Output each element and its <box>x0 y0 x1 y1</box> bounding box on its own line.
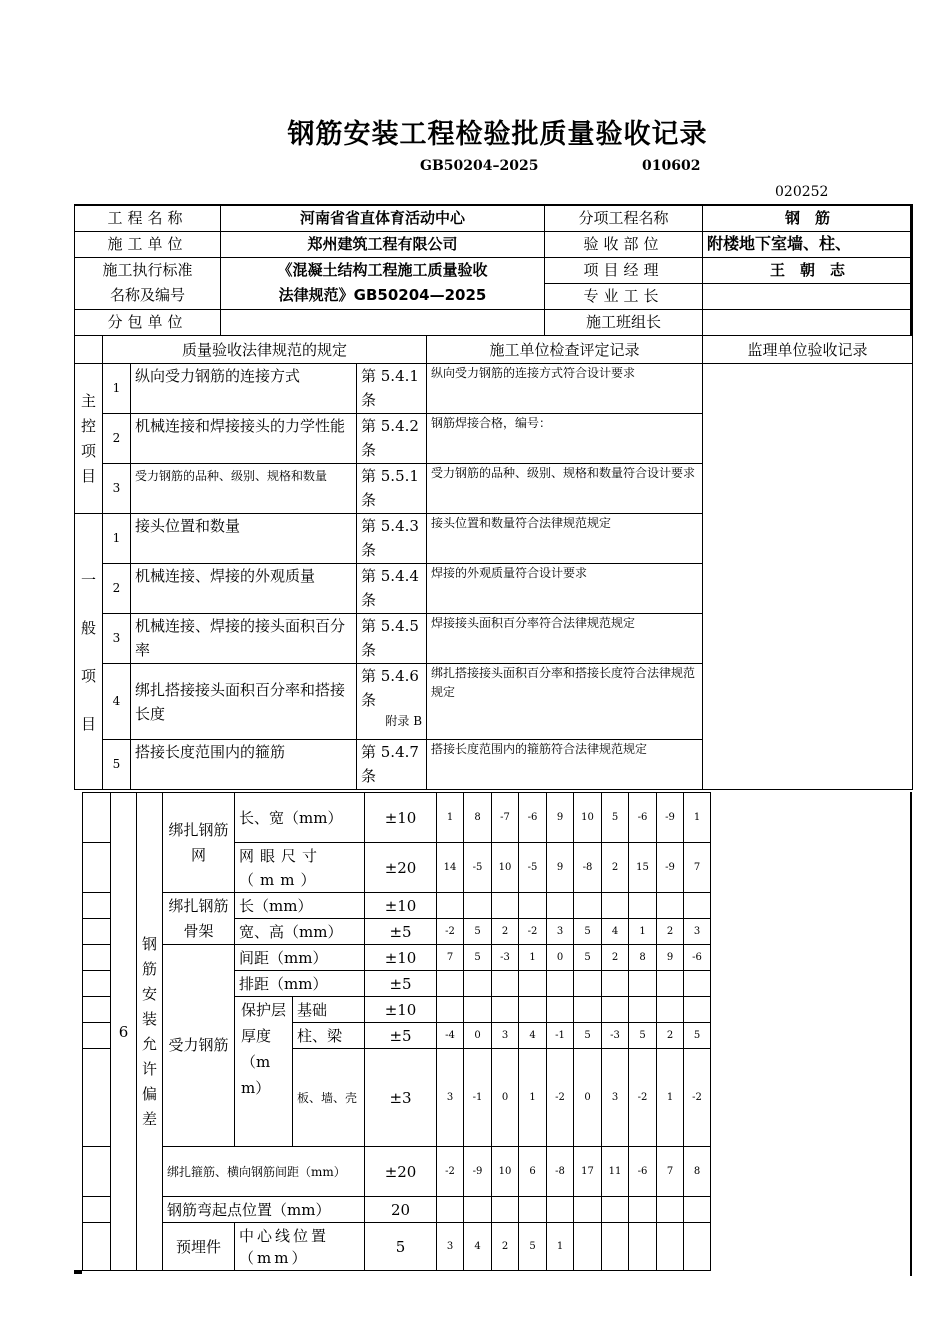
row-name: 柱、梁 <box>293 1023 365 1049</box>
measured-value: 7 <box>684 843 711 893</box>
measured-value <box>464 971 492 997</box>
location-label: 验收部位 <box>545 231 703 257</box>
supervisor-record <box>703 364 913 790</box>
row-name: 绑扎箍筋、横向钢筋间距（mm） <box>163 1147 365 1197</box>
pm-label: 项目经理 <box>545 257 703 283</box>
measured-value <box>519 997 547 1023</box>
item-clause: 第 5.4.3 条 <box>357 514 427 564</box>
measured-value <box>657 971 684 997</box>
measured-value: -2 <box>547 1049 574 1147</box>
row-tolerance: ±5 <box>365 1023 437 1049</box>
measured-value <box>492 997 519 1023</box>
measured-value: 5 <box>684 1023 711 1049</box>
row-tolerance: ±3 <box>365 1049 437 1147</box>
measured-value: 8 <box>464 793 492 843</box>
subitem-value: 钢 筋 <box>703 205 913 231</box>
measured-value <box>657 1223 684 1271</box>
row-tolerance: ±5 <box>365 919 437 945</box>
item-no: 3 <box>103 464 131 514</box>
item-result: 接头位置和数量符合法律规范规定 <box>427 514 703 564</box>
measured-value: 3 <box>602 1049 629 1147</box>
measured-value: -5 <box>519 843 547 893</box>
measured-value: -2 <box>684 1049 711 1147</box>
measured-value <box>602 1223 629 1271</box>
col-check: 施工单位检查评定记录 <box>427 336 703 364</box>
item-result: 绑扎搭接接头面积百分率和搭接长度符合法律规范规定 <box>427 664 703 740</box>
measured-value: -1 <box>464 1049 492 1147</box>
item-clause: 第 5.5.1 条 <box>357 464 427 514</box>
measured-value: 5 <box>574 1023 602 1049</box>
measured-value: -2 <box>519 919 547 945</box>
measured-value <box>464 893 492 919</box>
measured-value: 6 <box>519 1147 547 1197</box>
measured-value <box>519 971 547 997</box>
measured-value: -9 <box>657 843 684 893</box>
row-name: 基础 <box>293 997 365 1023</box>
measured-value <box>547 893 574 919</box>
item-result: 受力钢筋的品种、级别、规格和数量符合设计要求 <box>427 464 703 514</box>
measured-value: 0 <box>547 945 574 971</box>
row-name: 长、宽（mm） <box>235 793 365 843</box>
measured-value <box>602 971 629 997</box>
measured-value: 5 <box>574 919 602 945</box>
measured-value: 5 <box>574 945 602 971</box>
measured-value: 7 <box>437 945 464 971</box>
item-name: 纵向受力钢筋的连接方式 <box>131 364 357 414</box>
measured-value: 9 <box>657 945 684 971</box>
measured-value: -7 <box>492 793 519 843</box>
measured-value: 0 <box>574 1049 602 1147</box>
blank-cell <box>83 793 111 843</box>
general-label: 一般项目 <box>80 570 96 733</box>
item-clause: 第 5.4.6 条 <box>361 667 419 709</box>
measured-value: -6 <box>629 793 657 843</box>
row-name: 排距（mm） <box>235 971 365 997</box>
measured-value <box>684 971 711 997</box>
row-tolerance: 5 <box>365 1223 437 1271</box>
item-no: 3 <box>103 614 131 664</box>
std-label-1: 施工执行标准 <box>102 261 193 279</box>
measured-value <box>437 997 464 1023</box>
measured-value: 4 <box>602 919 629 945</box>
measured-value: 1 <box>547 1223 574 1271</box>
measured-value: 3 <box>547 919 574 945</box>
measured-value <box>492 893 519 919</box>
measured-value: 1 <box>519 1049 547 1147</box>
item-result: 钢筋焊接合格，编号： <box>427 414 703 464</box>
measured-value: 5 <box>602 793 629 843</box>
builder-label: 施工单位 <box>75 231 221 257</box>
measured-value <box>602 893 629 919</box>
blank-cell <box>83 1197 111 1223</box>
measured-value: 9 <box>547 843 574 893</box>
measured-value: -2 <box>437 919 464 945</box>
item-no: 5 <box>103 740 131 790</box>
measured-value: 8 <box>684 1147 711 1197</box>
row-name: 中心线位置（mm） <box>235 1223 365 1271</box>
row-tolerance: ±10 <box>365 893 437 919</box>
measured-value <box>492 1197 519 1223</box>
group-mesh: 绑扎钢筋网 <box>163 793 235 893</box>
row-tolerance: ±10 <box>365 945 437 971</box>
blank-cell <box>83 1049 111 1147</box>
row-tolerance: 20 <box>365 1197 437 1223</box>
item-name: 机械连接和焊接接头的力学性能 <box>131 414 357 464</box>
measured-value: 2 <box>602 945 629 971</box>
measured-value: 15 <box>629 843 657 893</box>
measured-value: -6 <box>684 945 711 971</box>
blank-cell <box>83 1023 111 1049</box>
measured-value: -9 <box>657 793 684 843</box>
measured-value: 1 <box>657 1049 684 1147</box>
row-tolerance: ±5 <box>365 971 437 997</box>
measured-value: -4 <box>437 1023 464 1049</box>
record-code: 020252 <box>775 184 829 200</box>
measured-value <box>657 997 684 1023</box>
item-clause: 第 5.4.2 条 <box>357 414 427 464</box>
measured-value <box>437 971 464 997</box>
measured-value: -2 <box>437 1147 464 1197</box>
measured-value: 0 <box>464 1023 492 1049</box>
item-no: 1 <box>103 364 131 414</box>
measured-value: 2 <box>657 1023 684 1049</box>
measured-value: 3 <box>437 1049 464 1147</box>
measured-value <box>657 1197 684 1223</box>
item-name: 接头位置和数量 <box>131 514 357 564</box>
measured-value <box>684 997 711 1023</box>
measured-value <box>629 893 657 919</box>
measured-value: 8 <box>629 945 657 971</box>
tolerance-table <box>82 792 711 1271</box>
measured-value <box>547 1197 574 1223</box>
measured-value: 2 <box>492 919 519 945</box>
measured-value <box>464 1197 492 1223</box>
measured-value <box>574 971 602 997</box>
measured-value: 2 <box>657 919 684 945</box>
std-value-1: 《混凝土结构工程施工质量验收 <box>277 261 488 279</box>
measured-value <box>519 893 547 919</box>
col-supervisor: 监理单位验收记录 <box>703 336 913 364</box>
item-no: 2 <box>103 414 131 464</box>
team-value <box>703 309 913 335</box>
item-name: 绑扎搭接接头面积百分率和搭接长度 <box>131 664 357 740</box>
project-label: 工程名称 <box>75 205 221 231</box>
item-no: 2 <box>103 564 131 614</box>
blank-cell <box>83 1147 111 1197</box>
measured-value: -6 <box>629 1147 657 1197</box>
info-table <box>74 204 913 336</box>
builder-value: 郑州建筑工程有限公司 <box>221 231 545 257</box>
row-tolerance: ±20 <box>365 1147 437 1197</box>
measured-value: 3 <box>684 919 711 945</box>
blank-cell <box>83 893 111 919</box>
std-value-2: 法律规范》GB50204—2025 <box>278 286 487 304</box>
group-bar: 受力钢筋 <box>163 945 235 1147</box>
item-clause: 第 5.4.7 条 <box>357 740 427 790</box>
measured-value: 9 <box>547 793 574 843</box>
measured-value: 0 <box>492 1049 519 1147</box>
measured-value: 10 <box>492 843 519 893</box>
measured-value: 5 <box>464 945 492 971</box>
measured-value: 14 <box>437 843 464 893</box>
measured-value: 5 <box>519 1223 547 1271</box>
measured-value: 5 <box>629 1023 657 1049</box>
measured-value: 17 <box>574 1147 602 1197</box>
measured-value <box>492 971 519 997</box>
item-result: 搭接长度范围内的箍筋符合法律规范规定 <box>427 740 703 790</box>
cover-label-text: 保护层厚度（mm） <box>241 1001 287 1097</box>
main-control-label: 主控项目 <box>80 391 96 485</box>
measured-value <box>684 893 711 919</box>
measured-value <box>574 1197 602 1223</box>
page-title: 钢筋安装工程检验批质量验收记录 <box>287 119 708 150</box>
item-note: 附录 B <box>385 714 423 728</box>
measured-value <box>547 997 574 1023</box>
measured-value: -8 <box>547 1147 574 1197</box>
item-no: 4 <box>103 664 131 740</box>
row-name: 长（mm） <box>235 893 365 919</box>
tolerance-label <box>137 793 163 1271</box>
std-label-2: 名称及编号 <box>109 286 185 304</box>
measured-value <box>547 971 574 997</box>
item-name: 受力钢筋的品种、级别、规格和数量 <box>131 464 357 514</box>
measured-value <box>464 997 492 1023</box>
measured-value: 11 <box>602 1147 629 1197</box>
item-name: 搭接长度范围内的箍筋 <box>131 740 357 790</box>
measured-value: 10 <box>574 793 602 843</box>
form-code: 010602 <box>642 158 701 174</box>
measured-value <box>519 1197 547 1223</box>
group-cage: 绑扎钢筋骨架 <box>163 893 235 945</box>
blank-cell <box>83 997 111 1023</box>
measured-value: -5 <box>464 843 492 893</box>
measured-value <box>437 893 464 919</box>
measured-value: 4 <box>464 1223 492 1271</box>
measured-value <box>684 1197 711 1223</box>
subitem-label: 分项工程名称 <box>545 205 703 231</box>
measured-value: 2 <box>602 843 629 893</box>
measured-value: -2 <box>629 1049 657 1147</box>
item-name: 机械连接、焊接的接头面积百分率 <box>131 614 357 664</box>
item-name: 机械连接、焊接的外观质量 <box>131 564 357 614</box>
measured-value: -9 <box>464 1147 492 1197</box>
measured-value <box>574 893 602 919</box>
measured-value: 1 <box>629 919 657 945</box>
foreman-label: 专业工长 <box>545 283 703 309</box>
team-label: 施工班组长 <box>545 309 703 335</box>
measured-value: 3 <box>437 1223 464 1271</box>
inspection-table <box>74 335 913 790</box>
blank-cell <box>83 919 111 945</box>
item-result: 纵向受力钢筋的连接方式符合设计要求 <box>427 364 703 414</box>
measured-value <box>574 1223 602 1271</box>
measured-value <box>602 997 629 1023</box>
measured-value <box>437 1197 464 1223</box>
measured-value <box>629 997 657 1023</box>
pm-value: 王 朝 志 <box>703 257 913 283</box>
sub-value <box>221 309 545 335</box>
project-value: 河南省省直体育活动中心 <box>221 205 545 231</box>
row-name: 网眼尺寸（mm） <box>235 843 365 893</box>
measured-value <box>629 1223 657 1271</box>
measured-value <box>574 997 602 1023</box>
measured-value: -3 <box>602 1023 629 1049</box>
location-value: 附楼地下室墙、柱、 <box>703 231 913 257</box>
measured-value: -3 <box>492 945 519 971</box>
row-tolerance: ±10 <box>365 793 437 843</box>
item-result: 焊接接头面积百分率符合法律规范规定 <box>427 614 703 664</box>
sub-label: 分包单位 <box>75 309 221 335</box>
measured-value: -6 <box>519 793 547 843</box>
item-result: 焊接的外观质量符合设计要求 <box>427 564 703 614</box>
group-embed: 预埋件 <box>163 1223 235 1271</box>
cover-label <box>235 997 293 1147</box>
measured-value: 1 <box>519 945 547 971</box>
measured-value: 5 <box>464 919 492 945</box>
blank-cell <box>83 1223 111 1271</box>
measured-value: -1 <box>547 1023 574 1049</box>
measured-value: 2 <box>492 1223 519 1271</box>
measured-value: 10 <box>492 1147 519 1197</box>
item-clause: 第 5.4.1 条 <box>357 364 427 414</box>
measured-value <box>657 893 684 919</box>
measured-value: -8 <box>574 843 602 893</box>
measured-value: 1 <box>437 793 464 843</box>
item-clause: 第 5.4.5 条 <box>357 614 427 664</box>
measured-value: 1 <box>684 793 711 843</box>
row-name: 板、墙、壳 <box>293 1049 365 1147</box>
tolerance-label-text: 钢筋安装允许偏差 <box>141 934 157 1128</box>
measured-value <box>629 1197 657 1223</box>
measured-value: 4 <box>519 1023 547 1049</box>
standard-code: GB50204–2025 <box>420 158 539 174</box>
col-spec: 质量验收法律规范的规定 <box>103 336 427 364</box>
row-name: 钢筋弯起点位置（mm） <box>163 1197 365 1223</box>
measured-value <box>684 1223 711 1271</box>
row-tolerance: ±20 <box>365 843 437 893</box>
foreman-value <box>703 283 913 309</box>
measured-value: 3 <box>492 1023 519 1049</box>
blank-cell <box>83 843 111 893</box>
row-tolerance: ±10 <box>365 997 437 1023</box>
tolerance-no: 6 <box>111 793 137 1271</box>
item-no: 1 <box>103 514 131 564</box>
item-clause: 第 5.4.4 条 <box>357 564 427 614</box>
blank-cell <box>83 945 111 971</box>
row-name: 宽、高（mm） <box>235 919 365 945</box>
row-name: 间距（mm） <box>235 945 365 971</box>
measured-value <box>602 1197 629 1223</box>
measured-value: 7 <box>657 1147 684 1197</box>
measured-value <box>629 971 657 997</box>
blank-cell <box>83 971 111 997</box>
